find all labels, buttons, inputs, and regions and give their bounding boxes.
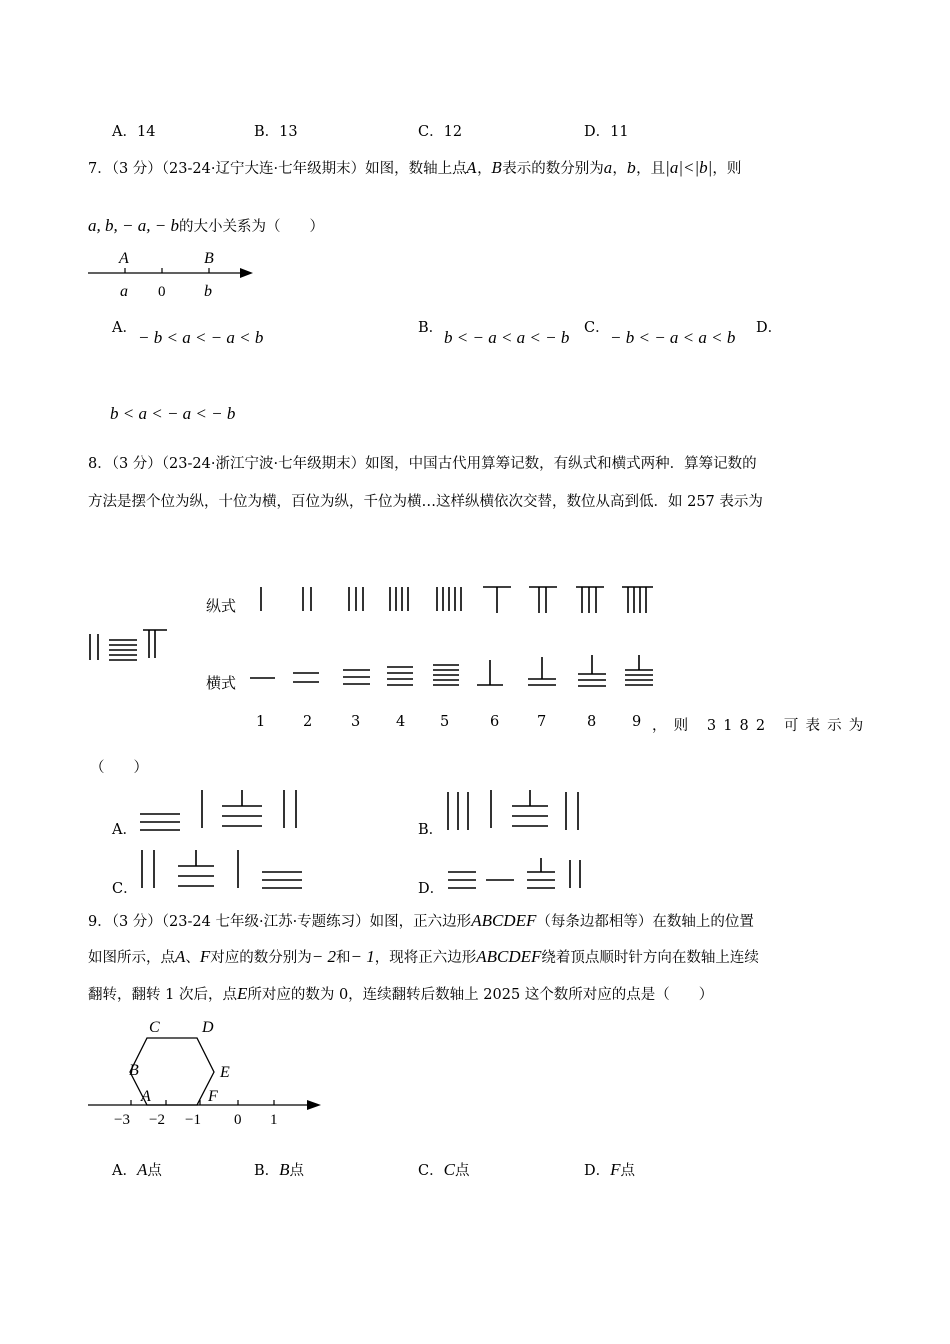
tick-neg1: −1 (185, 1112, 201, 1128)
q8-option-b-rods (444, 784, 584, 834)
q6-option-d[interactable] (584, 120, 629, 141)
q7-option-a-expr: − b < a < − a < b (138, 328, 264, 347)
vertex-a: A (141, 1088, 151, 1105)
digit-3: 3 (351, 714, 361, 730)
q7-option-d[interactable]: D． (756, 320, 783, 336)
option-letter: B． (254, 124, 280, 140)
q8-option-b[interactable]: B． (418, 822, 444, 838)
q9-stem-line3: 翻转，翻转 1 次后，点E所对应的数为 0，连续翻转后数轴上 2025 这个数所对应的点是（ ） (88, 984, 714, 1003)
digit-6: 6 (490, 714, 500, 730)
vertical-label: 纵式 (206, 597, 237, 615)
q8-option-d-rods (444, 844, 594, 894)
q6-option-a[interactable] (112, 120, 155, 141)
horizontal-5 (433, 665, 459, 685)
q7-option-d-expr: b < a < − a < − b (110, 404, 236, 423)
q7-number-line-figure (85, 245, 265, 305)
vertical-2 (303, 587, 311, 611)
digit-5: 5 (440, 714, 450, 730)
q7-option-a[interactable]: A． (112, 320, 137, 336)
option-letter: D． (584, 124, 611, 140)
option-letter: C． (418, 124, 444, 140)
q7-option-c[interactable]: C． (584, 320, 610, 336)
horizontal-8 (578, 655, 606, 686)
tick-neg2: −2 (149, 1112, 165, 1128)
rod-numeral-table (245, 585, 685, 705)
vertical-4 (390, 587, 408, 611)
vertical-5 (437, 587, 461, 611)
q9-stem-line1: 9．（3 分）（23-24 七年级·江苏·专题练习）如图，正六边形ABCDEF（每条边都相等）在数轴上的位置 (88, 911, 754, 930)
tick-1: 1 (270, 1112, 278, 1128)
q9-option-d[interactable]: D．F点 (584, 1160, 636, 1179)
vertical-9 (622, 587, 653, 613)
digit-8: 8 (587, 714, 597, 730)
q7-option-b[interactable]: B． (418, 320, 444, 336)
q9-stem-line2: 如图所示，点A、F对应的数分别为− 2和− 1，现将正六边形ABCDEF绕着顶点顺时针方向在数轴上连续 (88, 947, 759, 966)
option-letter: A． (112, 124, 137, 140)
vertical-3 (349, 587, 363, 611)
q6-option-c[interactable] (418, 120, 462, 141)
digit-7: 7 (537, 714, 547, 730)
q8-option-d[interactable]: D． (418, 881, 445, 897)
horizontal-9 (625, 655, 653, 685)
q8-stem-line2: 方法是摆个位为纵，十位为横，百位为纵，千位为横…这样纵横依次交替，数位从高到低．如 257 表示为 (88, 494, 763, 510)
q7-stem-line2: a, b, − a, − b的大小关系为（ ） (88, 216, 324, 235)
vertex-d: D (202, 1019, 214, 1036)
q8-tail: ，则 3182 可表示为 (652, 718, 871, 734)
digit-4: 4 (396, 714, 406, 730)
q8-option-a[interactable]: A． (112, 822, 137, 838)
digit-9: 9 (632, 714, 642, 730)
rod-257-example (85, 626, 175, 666)
q8-option-a-rods (138, 784, 318, 834)
vertical-7 (529, 587, 557, 613)
q9-option-b[interactable]: B．B点 (254, 1160, 305, 1179)
label-bottom-a: a (120, 283, 128, 300)
horizontal-6 (477, 660, 503, 685)
q8-option-c[interactable]: C． (112, 881, 138, 897)
horizontal-label: 横式 (206, 674, 237, 692)
q7-option-b-expr: b < − a < a < − b (444, 328, 570, 347)
q9-option-a[interactable]: A．A点 (112, 1160, 162, 1179)
expr-list: a, b, − a, − b (88, 216, 179, 235)
tick-0: 0 (234, 1112, 242, 1128)
horizontal-4 (387, 667, 413, 685)
vertex-b: B (129, 1062, 139, 1079)
option-text: 14 (136, 124, 156, 140)
horizontal-2 (293, 673, 319, 682)
digit-2: 2 (303, 714, 313, 730)
horizontal-3 (343, 670, 370, 684)
vertical-8 (576, 587, 604, 613)
vertex-e: E (220, 1064, 230, 1081)
vertical-6 (483, 587, 511, 613)
q8-stem-line1: 8．（3 分）（23-24·浙江宁波·七年级期末）如图，中国古代用算筹记数，有纵式和横式两种．算筹记数的 (88, 456, 757, 472)
horizontal-7 (528, 657, 556, 685)
option-text: 12 (443, 124, 463, 140)
q9-option-c[interactable]: C．C点 (418, 1160, 470, 1179)
tick-neg3: −3 (114, 1112, 130, 1128)
q7-stem-line1: 7．（3 分）（23-24·辽宁大连·七年级期末）如图，数轴上点A，B表示的数分别为a，b，且|a|<|b|，则 (88, 158, 742, 177)
label-top-b: B (204, 250, 214, 267)
q7-option-c-expr: − b < − a < a < b (610, 328, 736, 347)
option-text: 11 (610, 124, 629, 140)
q9-hexagon-figure (85, 1015, 325, 1155)
label-bottom-b: b (204, 283, 212, 300)
vertex-c: C (149, 1019, 160, 1036)
q8-paren: （ ） (90, 760, 148, 776)
abs-inequality: |a|<|b| (665, 158, 713, 177)
option-text: 13 (279, 124, 298, 140)
q8-option-c-rods (138, 844, 318, 894)
label-top-a: A (119, 250, 129, 267)
vertex-f: F (208, 1088, 218, 1105)
label-bottom-0: 0 (158, 284, 166, 300)
digit-1: 1 (256, 714, 266, 730)
q6-option-b[interactable] (254, 120, 298, 141)
